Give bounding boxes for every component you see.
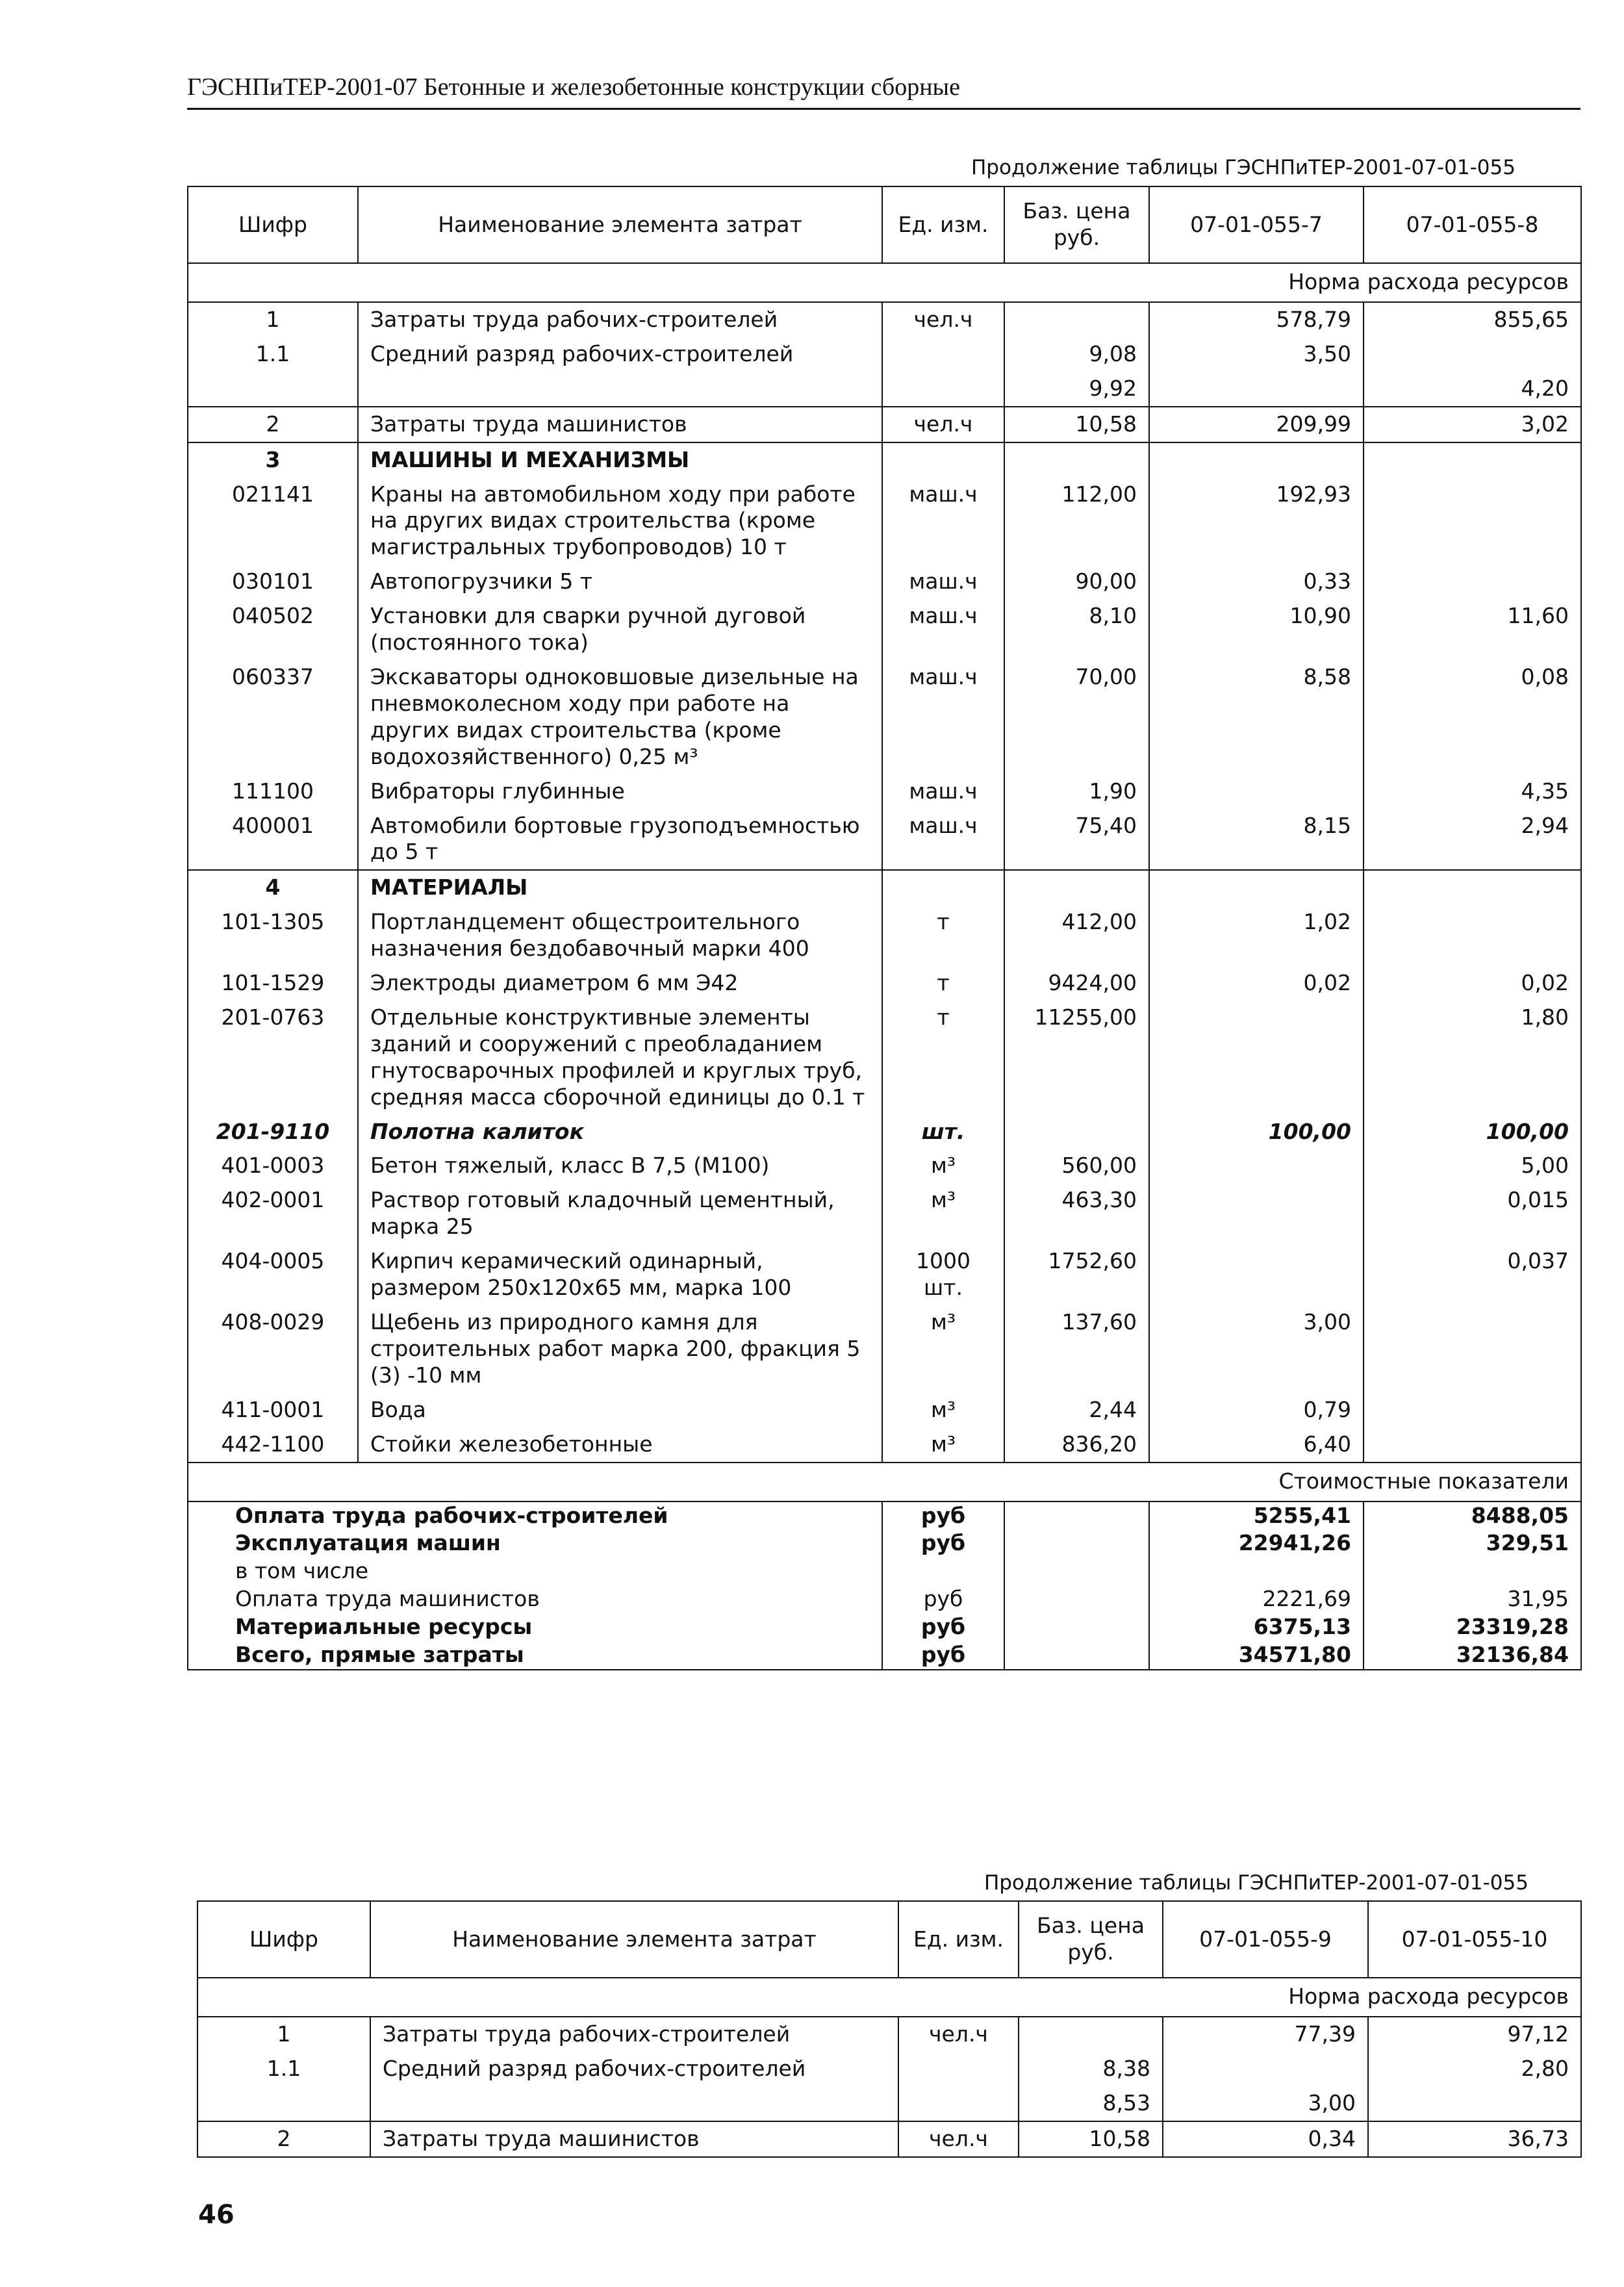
cell-name: Средний разряд рабочих-строителей — [370, 2052, 898, 2086]
summary-empty — [1004, 1585, 1149, 1613]
cell-code: 101-1529 — [188, 966, 358, 1001]
cell-code: 201-0763 — [188, 1001, 358, 1115]
cell-rate-b: 4,35 — [1364, 774, 1581, 809]
cell-name: Затраты труда рабочих-строителей — [370, 2017, 898, 2052]
cell-base-price: 75,40 — [1004, 809, 1149, 871]
cell-code: 060337 — [188, 660, 358, 774]
cell-rate-a: 1,02 — [1149, 905, 1364, 966]
cell-rate-b: 4,20 — [1364, 372, 1581, 407]
cell-code: 201-9110 — [188, 1115, 358, 1149]
cell-code: 3 — [188, 442, 358, 478]
table-row — [188, 407, 1581, 442]
cell-base-price — [1004, 1115, 1149, 1149]
table-row — [188, 565, 1581, 599]
table-row — [188, 442, 1581, 478]
cell-name: Автомобили бортовые грузоподъемностью до 5 т — [358, 809, 882, 871]
summary-value-b: 32136,84 — [1364, 1641, 1581, 1670]
cell-rate-a: 77,39 — [1163, 2017, 1368, 2052]
cell-code: 040502 — [188, 599, 358, 660]
cell-code: 4 — [188, 870, 358, 905]
cell-code: 2 — [188, 407, 358, 442]
cell-rate-b — [1364, 337, 1581, 372]
cell-rate-a: 0,79 — [1149, 1393, 1364, 1427]
summary-empty — [1004, 1557, 1149, 1585]
table-row — [188, 302, 1581, 337]
summary-value-a: 22941,26 — [1149, 1529, 1364, 1557]
table-row — [188, 1183, 1581, 1244]
cell-unit: маш.ч — [882, 660, 1004, 774]
cell-code: 1 — [188, 302, 358, 337]
cell-code: 1.1 — [188, 337, 358, 372]
cell-rate-b: 855,65 — [1364, 302, 1581, 337]
page-number: 46 — [198, 2200, 235, 2230]
summary-value-a: 5255,41 — [1149, 1501, 1364, 1530]
cell-base-price: 70,00 — [1004, 660, 1149, 774]
column-header-rate-8: 07-01-055-8 — [1364, 186, 1581, 263]
summary-unit — [882, 1557, 1004, 1585]
cell-base-price: 836,20 — [1004, 1427, 1149, 1463]
cell-rate-b — [1364, 442, 1581, 478]
cell-base-price: 11255,00 — [1004, 1001, 1149, 1115]
summary-row — [188, 1641, 1581, 1670]
cell-unit: 1000 шт. — [882, 1244, 1004, 1305]
table-row — [188, 1305, 1581, 1393]
summary-row — [188, 1557, 1581, 1585]
cell-base-price: 8,38 — [1019, 2052, 1163, 2086]
cell-rate-a: 3,00 — [1163, 2086, 1368, 2121]
cell-rate-b: 1,80 — [1364, 1001, 1581, 1115]
cell-rate-b: 0,02 — [1364, 966, 1581, 1001]
summary-row — [188, 1613, 1581, 1641]
norm-label-row — [197, 1978, 1581, 2017]
summary-label: Всего, прямые затраты — [188, 1641, 882, 1670]
cell-rate-a: 578,79 — [1149, 302, 1364, 337]
cell-base-price: 112,00 — [1004, 478, 1149, 565]
summary-empty — [1004, 1501, 1149, 1530]
cell-name: Стойки железобетонные — [358, 1427, 882, 1463]
cell-rate-a: 10,90 — [1149, 599, 1364, 660]
cell-unit — [898, 2086, 1019, 2121]
summary-value-b — [1364, 1557, 1581, 1585]
cell-base-price: 463,30 — [1004, 1183, 1149, 1244]
cell-base-price: 10,58 — [1004, 407, 1149, 442]
cell-base-price: 9,92 — [1004, 372, 1149, 407]
cell-rate-b: 36,73 — [1368, 2121, 1581, 2157]
cell-code — [188, 372, 358, 407]
cell-name: Раствор готовый кладочный цементный, марка 25 — [358, 1183, 882, 1244]
cell-rate-b: 0,015 — [1364, 1183, 1581, 1244]
cell-base-price: 10,58 — [1019, 2121, 1163, 2157]
cell-name: Экскаваторы одноковшовые дизельные на пневмоколесном ходу при работе на других видах строительства (кроме водохозяйственного) 0,25 м³ — [358, 660, 882, 774]
cell-unit — [882, 442, 1004, 478]
cell-unit — [882, 337, 1004, 372]
cell-rate-a: 192,93 — [1149, 478, 1364, 565]
resource-table-1 — [187, 186, 1582, 1670]
cell-rate-a — [1149, 1001, 1364, 1115]
summary-empty — [1004, 1641, 1149, 1670]
cell-name: Затраты труда рабочих-строителей — [358, 302, 882, 337]
summary-value-b: 31,95 — [1364, 1585, 1581, 1613]
cell-unit: т — [882, 905, 1004, 966]
column-header-base-price: Баз. цена руб. — [1004, 186, 1149, 263]
cell-name — [370, 2086, 898, 2121]
summary-unit: руб — [882, 1641, 1004, 1670]
cell-unit: маш.ч — [882, 809, 1004, 871]
table-row — [197, 2052, 1581, 2086]
table-row — [188, 660, 1581, 774]
cell-rate-a: 0,02 — [1149, 966, 1364, 1001]
cell-code: 442-1100 — [188, 1427, 358, 1463]
summary-row — [188, 1529, 1581, 1557]
cell-unit: м³ — [882, 1149, 1004, 1183]
cell-rate-a: 3,50 — [1149, 337, 1364, 372]
cell-rate-a: 8,58 — [1149, 660, 1364, 774]
cost-label-row — [188, 1463, 1581, 1501]
column-header-unit: Ед. изм. — [898, 1901, 1019, 1978]
cell-code: 408-0029 — [188, 1305, 358, 1393]
cell-rate-b: 0,08 — [1364, 660, 1581, 774]
cell-name: Электроды диаметром 6 мм Э42 — [358, 966, 882, 1001]
cell-unit: чел.ч — [898, 2017, 1019, 2052]
cell-rate-a — [1149, 870, 1364, 905]
column-header-code: Шифр — [197, 1901, 370, 1978]
table-row — [197, 2121, 1581, 2157]
cell-rate-a — [1163, 2052, 1368, 2086]
cell-code: 2 — [197, 2121, 370, 2157]
summary-label: Материальные ресурсы — [188, 1613, 882, 1641]
table1-header-row — [188, 186, 1581, 263]
summary-row — [188, 1501, 1581, 1530]
cell-base-price — [1019, 2017, 1163, 2052]
column-header-rate-9: 07-01-055-9 — [1163, 1901, 1368, 1978]
cell-rate-b — [1364, 565, 1581, 599]
cell-rate-b — [1364, 1427, 1581, 1463]
table-row — [188, 905, 1581, 966]
cell-unit — [898, 2052, 1019, 2086]
cell-rate-b: 11,60 — [1364, 599, 1581, 660]
cell-base-price: 8,53 — [1019, 2086, 1163, 2121]
cell-code: 1 — [197, 2017, 370, 2052]
table-row — [188, 1149, 1581, 1183]
cell-base-price — [1004, 302, 1149, 337]
summary-value-b: 23319,28 — [1364, 1613, 1581, 1641]
norm-label-row — [188, 263, 1581, 302]
cell-name: Установки для сварки ручной дуговой (постоянного тока) — [358, 599, 882, 660]
cell-name: Краны на автомобильном ходу при работе на других видах строительства (кроме магистральных трубопроводов) 10 т — [358, 478, 882, 565]
cell-code: 402-0001 — [188, 1183, 358, 1244]
table-row — [197, 2086, 1581, 2121]
cell-base-price: 9424,00 — [1004, 966, 1149, 1001]
cell-name: Отдельные конструктивные элементы зданий и сооружений с преобладанием гнутосварочных профилей и круглых труб, средняя масса сборочной единицы до 0.1 т — [358, 1001, 882, 1115]
cell-base-price: 90,00 — [1004, 565, 1149, 599]
table2-continuation-label: Продолжение таблицы ГЭСНПиТЕР-2001-07-01-055 — [984, 1871, 1529, 1895]
summary-label: в том числе — [188, 1557, 882, 1585]
cell-rate-a: 3,00 — [1149, 1305, 1364, 1393]
page-header-title: ГЭСНПиТЕР-2001-07 Бетонные и железобетонные конструкции сборные — [187, 73, 960, 101]
summary-row — [188, 1585, 1581, 1613]
cell-rate-a: 100,00 — [1149, 1115, 1364, 1149]
cell-rate-a — [1149, 1149, 1364, 1183]
cell-unit: чел.ч — [898, 2121, 1019, 2157]
cell-unit: м³ — [882, 1427, 1004, 1463]
cell-name: Полотна калиток — [358, 1115, 882, 1149]
cell-code: 401-0003 — [188, 1149, 358, 1183]
summary-empty — [1004, 1529, 1149, 1557]
table-row — [188, 1244, 1581, 1305]
cell-code: 021141 — [188, 478, 358, 565]
column-header-name: Наименование элемента затрат — [370, 1901, 898, 1978]
cell-rate-a: 209,99 — [1149, 407, 1364, 442]
cell-code: 111100 — [188, 774, 358, 809]
cell-name: Портландцемент общестроительного назначения бездобавочный марки 400 — [358, 905, 882, 966]
norm-label: Норма расхода ресурсов — [197, 1978, 1581, 2017]
cell-code: 400001 — [188, 809, 358, 871]
cell-rate-b: 0,037 — [1364, 1244, 1581, 1305]
table-row — [188, 966, 1581, 1001]
table-row — [188, 1001, 1581, 1115]
cell-rate-b — [1364, 1305, 1581, 1393]
cell-rate-a — [1149, 774, 1364, 809]
summary-value-a: 34571,80 — [1149, 1641, 1364, 1670]
cell-unit: м³ — [882, 1305, 1004, 1393]
cell-base-price — [1004, 442, 1149, 478]
cell-rate-b: 2,80 — [1368, 2052, 1581, 2086]
column-header-rate-10: 07-01-055-10 — [1368, 1901, 1581, 1978]
table-row — [188, 1393, 1581, 1427]
table-row — [188, 599, 1581, 660]
cell-rate-b — [1364, 1393, 1581, 1427]
summary-value-b: 8488,05 — [1364, 1501, 1581, 1530]
cell-unit: маш.ч — [882, 565, 1004, 599]
cell-base-price: 2,44 — [1004, 1393, 1149, 1427]
table-row — [188, 372, 1581, 407]
column-header-rate-7: 07-01-055-7 — [1149, 186, 1364, 263]
cell-rate-b — [1364, 870, 1581, 905]
summary-unit: руб — [882, 1501, 1004, 1530]
table-row — [197, 2017, 1581, 2052]
norm-label: Норма расхода ресурсов — [188, 263, 1581, 302]
cell-unit: маш.ч — [882, 774, 1004, 809]
table-row — [188, 870, 1581, 905]
column-header-unit: Ед. изм. — [882, 186, 1004, 263]
cell-name — [358, 372, 882, 407]
cell-base-price: 8,10 — [1004, 599, 1149, 660]
summary-value-b: 329,51 — [1364, 1529, 1581, 1557]
cell-rate-b: 100,00 — [1364, 1115, 1581, 1149]
cell-unit: маш.ч — [882, 599, 1004, 660]
table-row — [188, 478, 1581, 565]
cell-rate-b: 2,94 — [1364, 809, 1581, 871]
table-row — [188, 337, 1581, 372]
cell-unit — [882, 372, 1004, 407]
summary-label: Оплата труда машинистов — [188, 1585, 882, 1613]
table-row — [188, 774, 1581, 809]
cell-name: Автопогрузчики 5 т — [358, 565, 882, 599]
summary-label: Оплата труда рабочих-строителей — [188, 1501, 882, 1530]
cell-code: 404-0005 — [188, 1244, 358, 1305]
cell-unit: чел.ч — [882, 407, 1004, 442]
cell-rate-b — [1368, 2086, 1581, 2121]
cell-rate-a: 6,40 — [1149, 1427, 1364, 1463]
cell-code — [197, 2086, 370, 2121]
cell-name: Средний разряд рабочих-строителей — [358, 337, 882, 372]
table1-continuation-label: Продолжение таблицы ГЭСНПиТЕР-2001-07-01-055 — [971, 156, 1516, 179]
cell-rate-a: 8,15 — [1149, 809, 1364, 871]
cell-unit — [882, 870, 1004, 905]
summary-unit: руб — [882, 1529, 1004, 1557]
cell-rate-b: 3,02 — [1364, 407, 1581, 442]
cost-label: Стоимостные показатели — [188, 1463, 1581, 1501]
cell-name: Кирпич керамический одинарный, размером 250х120х65 мм, марка 100 — [358, 1244, 882, 1305]
cell-unit: м³ — [882, 1393, 1004, 1427]
cell-rate-a: 0,34 — [1163, 2121, 1368, 2157]
header-rule — [187, 108, 1580, 110]
cell-unit: т — [882, 1001, 1004, 1115]
cell-unit: чел.ч — [882, 302, 1004, 337]
cell-unit: шт. — [882, 1115, 1004, 1149]
cell-rate-a — [1149, 1244, 1364, 1305]
column-header-name: Наименование элемента затрат — [358, 186, 882, 263]
table2-header-row — [197, 1901, 1581, 1978]
cell-base-price: 9,08 — [1004, 337, 1149, 372]
cell-rate-a — [1149, 442, 1364, 478]
table-row — [188, 1115, 1581, 1149]
cell-name: МАТЕРИАЛЫ — [358, 870, 882, 905]
column-header-code: Шифр — [188, 186, 358, 263]
cell-unit: маш.ч — [882, 478, 1004, 565]
summary-value-a: 6375,13 — [1149, 1613, 1364, 1641]
cell-code: 030101 — [188, 565, 358, 599]
summary-unit: руб — [882, 1585, 1004, 1613]
summary-unit: руб — [882, 1613, 1004, 1641]
cell-name: Вода — [358, 1393, 882, 1427]
cell-unit: м³ — [882, 1183, 1004, 1244]
cell-base-price: 1752,60 — [1004, 1244, 1149, 1305]
cell-base-price — [1004, 870, 1149, 905]
cell-rate-a — [1149, 1183, 1364, 1244]
table-row — [188, 809, 1581, 871]
summary-value-a: 2221,69 — [1149, 1585, 1364, 1613]
cell-name: Вибраторы глубинные — [358, 774, 882, 809]
cell-base-price: 412,00 — [1004, 905, 1149, 966]
cell-rate-b: 97,12 — [1368, 2017, 1581, 2052]
summary-label: Эксплуатация машин — [188, 1529, 882, 1557]
column-header-base-price: Баз. цена руб. — [1019, 1901, 1163, 1978]
cell-base-price: 1,90 — [1004, 774, 1149, 809]
cell-name: Бетон тяжелый, класс В 7,5 (М100) — [358, 1149, 882, 1183]
cell-base-price: 560,00 — [1004, 1149, 1149, 1183]
cell-rate-b: 5,00 — [1364, 1149, 1581, 1183]
cell-name: МАШИНЫ И МЕХАНИЗМЫ — [358, 442, 882, 478]
cell-code: 411-0001 — [188, 1393, 358, 1427]
cell-base-price: 137,60 — [1004, 1305, 1149, 1393]
cell-rate-b — [1364, 905, 1581, 966]
cell-name: Затраты труда машинистов — [358, 407, 882, 442]
table-row — [188, 1427, 1581, 1463]
cell-unit: т — [882, 966, 1004, 1001]
cell-name: Затраты труда машинистов — [370, 2121, 898, 2157]
cell-name: Щебень из природного камня для строительных работ марка 200, фракция 5 (3) -10 мм — [358, 1305, 882, 1393]
resource-table-2 — [197, 1900, 1582, 2158]
summary-empty — [1004, 1613, 1149, 1641]
cell-rate-b — [1364, 478, 1581, 565]
cell-rate-a — [1149, 372, 1364, 407]
cell-code: 101-1305 — [188, 905, 358, 966]
cell-code: 1.1 — [197, 2052, 370, 2086]
summary-value-a — [1149, 1557, 1364, 1585]
cell-rate-a: 0,33 — [1149, 565, 1364, 599]
